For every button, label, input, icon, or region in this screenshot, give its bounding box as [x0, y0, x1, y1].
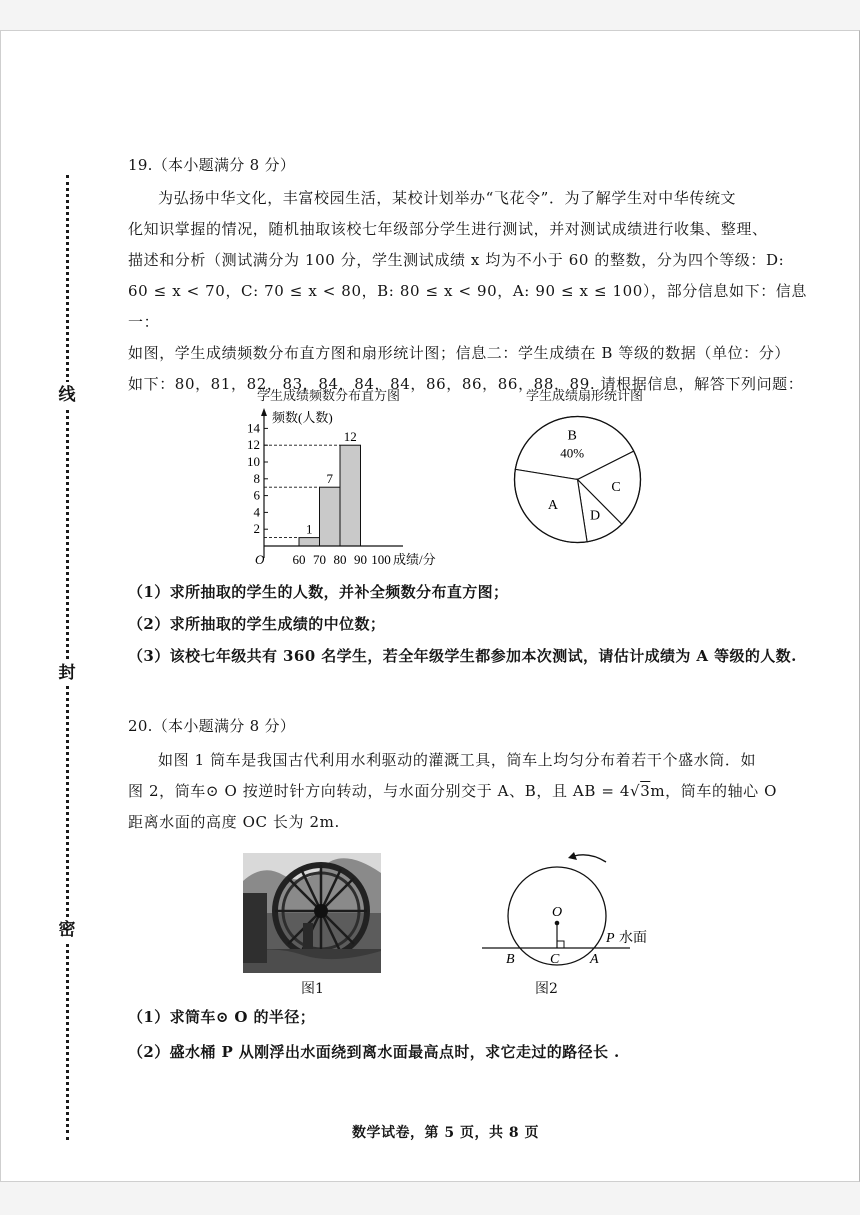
q19-question-3: （3）该校七年级共有 360 名学生，若全年级学生都参加本次测试，请估计成绩为 A 等级的人数.	[128, 647, 797, 665]
figure-2-caption: 图2	[535, 981, 558, 997]
x-tick-label: 80	[333, 552, 347, 567]
bar-value-label: 1	[306, 521, 313, 537]
histogram-xlabel: 成绩/分	[393, 552, 436, 567]
histogram-origin: O	[255, 552, 265, 567]
q19-question-1: （1）求所抽取的学生的人数，并补全频数分布直方图；	[128, 583, 509, 601]
pie-chart-title: 学生成绩扇形统计图	[526, 389, 644, 404]
pie-slice-label: C	[611, 479, 621, 495]
x-tick-label: 70	[313, 552, 326, 567]
bar-value-label: 7	[326, 471, 333, 487]
sqrt-radicand: 3	[640, 782, 651, 800]
y-tick-label: 12	[247, 437, 260, 453]
q19-body	[128, 183, 808, 400]
rotation-arrow	[574, 855, 606, 862]
label-p: P	[606, 931, 615, 946]
q20-line2-text: 图 2，筒车⊙ O 按逆时针方向转动，与水面分别交于 A、B，且 AB = 4	[128, 782, 631, 800]
q19-line: 描述和分析（测试满分为 100 分，学生测试成绩 x 均为不小于 60 的整数，分为四个等级：D:	[128, 251, 785, 269]
pie-slice-label: B	[567, 428, 577, 444]
y-tick-label: 4	[253, 504, 260, 520]
pie-chart	[510, 412, 645, 547]
margin-label-line: 线	[56, 382, 78, 408]
q19-line: 为弘扬中华文化，丰富校园生活，某校计划举办“飞花令”．为了解学生对中华传统文	[158, 189, 737, 207]
water-wheel-photo	[243, 853, 381, 973]
q19-line: 化知识掌握的情况，随机抽取该校七年级部分学生进行测试，并对测试成绩进行收集、整理、	[128, 220, 768, 238]
pie-slice-label: A	[547, 497, 558, 513]
q19-line: 如下：80，81，82，83，84，84，84，86，86，86，88，89. 请根据信息，解答下列问题：	[128, 375, 804, 393]
pie-slice-percent: 40%	[560, 445, 585, 461]
x-tick-label: 60	[292, 552, 306, 567]
water-wheel-diagram	[478, 850, 678, 975]
y-axis-arrow	[261, 408, 267, 416]
q19-line: 如图，学生成绩频数分布直方图和扇形统计图；信息二：学生成绩在 B 等级的数据（单位：分）	[128, 344, 790, 362]
y-tick-label: 6	[253, 487, 260, 503]
right-angle-mark	[557, 941, 564, 948]
q20-line: 距离水面的高度 OC 长为 2m.	[128, 813, 340, 831]
q20-question-1: （1）求筒车⊙ O 的半径；	[128, 1008, 316, 1026]
label-o: O	[552, 905, 563, 920]
q20-question-2: （2）盛水桶 P 从刚浮出水面绕到离水面最高点时，求它走过的路径长 .	[128, 1043, 620, 1061]
q20-body	[128, 745, 808, 838]
q19-heading: 19.（本小题满分 8 分）	[128, 156, 296, 174]
margin-label-seal: 封	[56, 660, 78, 686]
page-footer: 数学试卷，第 5 页，共 8 页	[352, 1125, 539, 1141]
x-tick-label: 100	[371, 552, 391, 567]
q20-line: 图 2，筒车⊙ O 按逆时针方向转动，与水面分别交于 A、B，且 AB = 4√3m，筒车的轴心 O	[128, 782, 778, 800]
histogram-bar	[320, 487, 341, 546]
y-tick-label: 10	[247, 454, 260, 469]
binding-dotted-line	[66, 175, 69, 1140]
y-tick-label: 8	[253, 470, 260, 486]
label-a: A	[590, 952, 599, 967]
histogram-title: 学生成绩频数分布直方图	[257, 389, 401, 404]
q19-line: 60 ≤ x < 70，C: 70 ≤ x < 80，B: 80 ≤ x < 90，A: 90 ≤ x ≤ 100），部分信息如下：信息一：	[128, 282, 808, 331]
bar-value-label: 12	[343, 429, 357, 445]
margin-label-secret: 密	[56, 917, 78, 943]
x-tick-label: 90	[354, 552, 367, 567]
histogram-bar	[299, 538, 320, 546]
y-tick-label: 2	[253, 521, 260, 537]
pie-slice-label: D	[590, 508, 601, 524]
q20-line: 如图 1 筒车是我国古代利用水利驱动的灌溉工具，筒车上均匀分布着若干个盛水筒．如	[158, 751, 757, 769]
q20-line2-tail: m，筒车的轴心 O	[650, 782, 778, 800]
label-water: 水面	[619, 931, 647, 946]
histogram-bar	[340, 445, 361, 546]
q20-heading: 20.（本小题满分 8 分）	[128, 717, 296, 735]
label-b: B	[506, 952, 515, 967]
q19-question-2: （2）求所抽取的学生成绩的中位数；	[128, 615, 386, 633]
histogram-chart	[230, 402, 470, 577]
histogram-ylabel: 频数(人数)	[272, 410, 333, 425]
y-tick-label: 14	[247, 420, 260, 436]
center-point	[555, 921, 560, 926]
figure-1-caption: 图1	[301, 981, 324, 997]
label-c: C	[550, 952, 560, 967]
